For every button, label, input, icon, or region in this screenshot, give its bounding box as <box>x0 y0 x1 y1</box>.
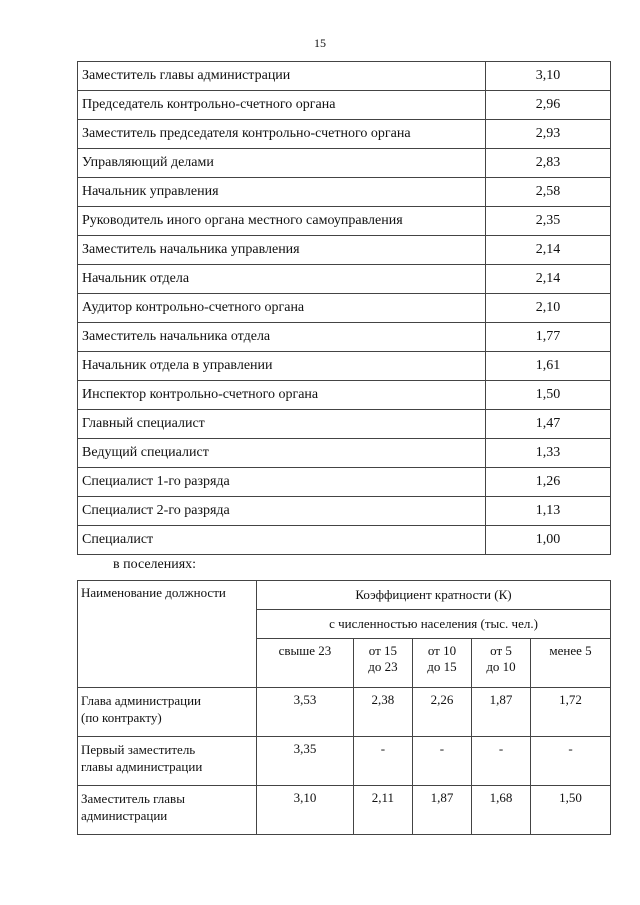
position-line-2: (по контракту) <box>81 710 162 725</box>
position-name: Начальник отдела в управлении <box>78 352 486 381</box>
position-name: Управляющий делами <box>78 149 486 178</box>
table-row <box>78 149 611 178</box>
population-range-header <box>471 639 530 688</box>
settlements-intro-text: в поселениях: <box>113 557 197 572</box>
position-name: Заместитель председателя контрольно-счетного органа <box>78 120 486 149</box>
coefficient-value: 2,83 <box>486 149 611 178</box>
coefficient-value: 3,35 <box>257 737 354 786</box>
position-line-2: администрации <box>81 808 168 823</box>
range-line-1: от 5 <box>490 643 512 658</box>
population-header: с численностью населения (тыс. чел.) <box>257 610 611 639</box>
coefficient-value: 2,93 <box>486 120 611 149</box>
range-line-2: до 15 <box>427 659 457 674</box>
coefficient-header: Коэффициент кратности (К) <box>257 581 611 610</box>
coefficient-value: 2,58 <box>486 178 611 207</box>
coefficient-value: 1,50 <box>486 381 611 410</box>
position-name: Специалист 1-го разряда <box>78 468 486 497</box>
coefficient-value: 1,72 <box>531 688 611 737</box>
coefficient-value: 1,50 <box>531 786 611 835</box>
position-name: Заместитель главы администрации <box>78 62 486 91</box>
position-name: Инспектор контрольно-счетного органа <box>78 381 486 410</box>
range-line-1: от 15 <box>368 643 398 658</box>
coefficient-value: 2,10 <box>486 294 611 323</box>
position-name: Главный специалист <box>78 410 486 439</box>
table-row <box>78 410 611 439</box>
coefficient-value: 2,11 <box>353 786 412 835</box>
position-name: Председатель контрольно-счетного органа <box>78 91 486 120</box>
table-row <box>78 178 611 207</box>
coefficient-value: 2,14 <box>486 265 611 294</box>
table-row <box>78 323 611 352</box>
range-line-1: свыше 23 <box>278 643 332 658</box>
coefficient-value: 1,00 <box>486 526 611 555</box>
population-range-header <box>257 639 354 688</box>
coefficient-value: 1,68 <box>471 786 530 835</box>
table-row <box>78 497 611 526</box>
coefficient-value: 3,10 <box>486 62 611 91</box>
coefficient-value: 2,14 <box>486 236 611 265</box>
position-name <box>78 786 257 835</box>
population-range-header <box>412 639 471 688</box>
table-row <box>78 120 611 149</box>
range-line-2: до 23 <box>368 659 398 674</box>
settlement-coefficient-table <box>77 580 611 835</box>
coefficient-value: - <box>412 737 471 786</box>
coefficient-value: - <box>353 737 412 786</box>
table-row <box>78 439 611 468</box>
coefficient-value: - <box>471 737 530 786</box>
table-row <box>78 688 611 737</box>
coefficient-value: 2,26 <box>412 688 471 737</box>
position-name: Специалист <box>78 526 486 555</box>
population-range-header <box>531 639 611 688</box>
coefficient-value: 2,35 <box>486 207 611 236</box>
position-name: Специалист 2-го разряда <box>78 497 486 526</box>
position-name: Ведущий специалист <box>78 439 486 468</box>
coefficient-value: - <box>531 737 611 786</box>
table-row <box>78 294 611 323</box>
coefficient-value: 1,33 <box>486 439 611 468</box>
position-name: Начальник отдела <box>78 265 486 294</box>
coefficient-value: 2,38 <box>353 688 412 737</box>
coefficient-value: 3,53 <box>257 688 354 737</box>
position-coefficient-table <box>77 61 611 555</box>
coefficient-value: 1,13 <box>486 497 611 526</box>
position-line-2: главы администрации <box>81 759 203 774</box>
coefficient-value: 1,26 <box>486 468 611 497</box>
table-row <box>78 381 611 410</box>
table-row <box>78 786 611 835</box>
position-name <box>78 737 257 786</box>
position-name <box>78 688 257 737</box>
coefficient-value: 1,87 <box>412 786 471 835</box>
coefficient-value: 1,87 <box>471 688 530 737</box>
page-number: 15 <box>314 36 326 50</box>
position-column-header: Наименование должности <box>78 581 257 688</box>
range-line-1: менее 5 <box>549 643 592 658</box>
table-row <box>78 352 611 381</box>
position-name: Заместитель начальника отдела <box>78 323 486 352</box>
coefficient-value: 3,10 <box>257 786 354 835</box>
table-row <box>78 207 611 236</box>
coefficient-value: 2,96 <box>486 91 611 120</box>
range-line-1: от 10 <box>427 643 457 658</box>
coefficient-value: 1,77 <box>486 323 611 352</box>
position-name: Руководитель иного органа местного самоуправления <box>78 207 486 236</box>
position-line-1: Глава администрации <box>81 693 202 708</box>
position-name: Начальник управления <box>78 178 486 207</box>
position-name: Аудитор контрольно-счетного органа <box>78 294 486 323</box>
position-line-1: Первый заместитель <box>81 742 196 757</box>
table-row <box>78 236 611 265</box>
table-row <box>78 737 611 786</box>
table-row <box>78 265 611 294</box>
table-row <box>78 468 611 497</box>
coefficient-value: 1,61 <box>486 352 611 381</box>
range-line-2: до 10 <box>486 659 516 674</box>
table-row <box>78 526 611 555</box>
position-line-1: Заместитель главы <box>81 791 185 806</box>
position-name: Заместитель начальника управления <box>78 236 486 265</box>
population-range-header <box>353 639 412 688</box>
table-row <box>78 62 611 91</box>
coefficient-value: 1,47 <box>486 410 611 439</box>
table-row <box>78 91 611 120</box>
